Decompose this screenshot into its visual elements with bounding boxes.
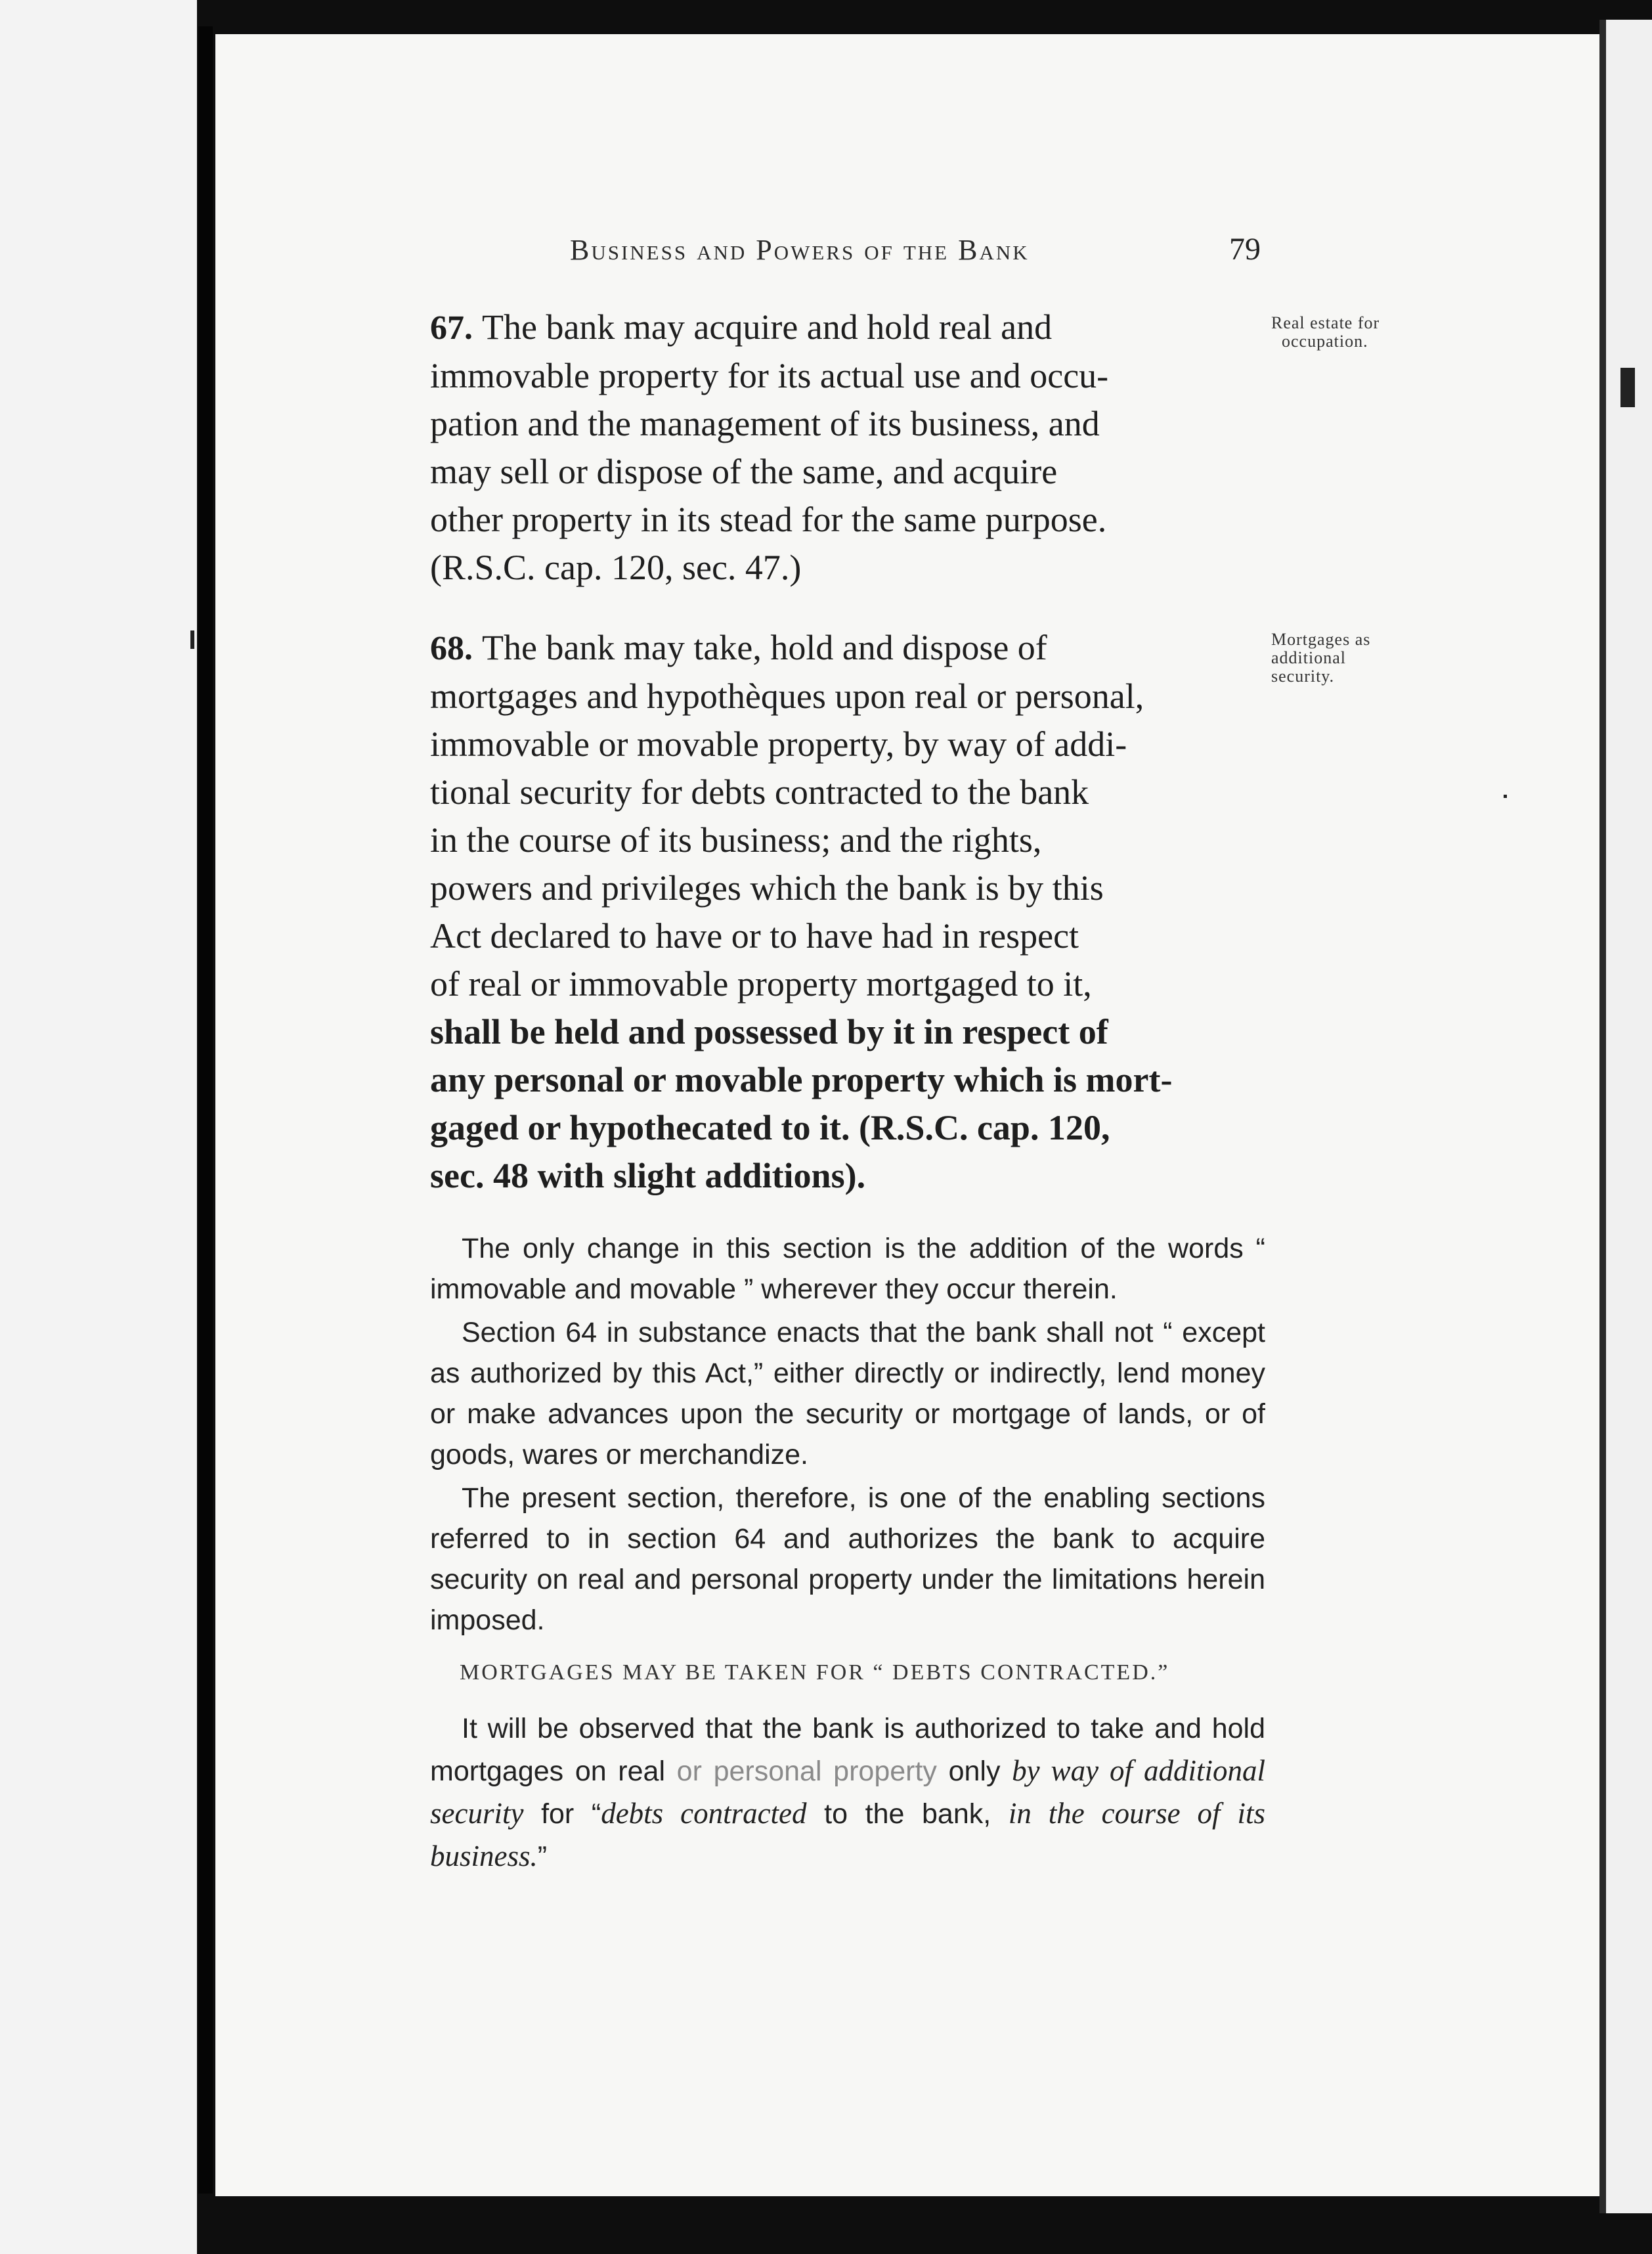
margin-note-line: Mortgages as bbox=[1271, 630, 1371, 649]
page-right-shadow bbox=[1599, 20, 1606, 2213]
margin-note-67 bbox=[1271, 314, 1442, 351]
facing-page-edge bbox=[0, 0, 197, 2254]
section-line: tional security for debts contracted to the bank bbox=[430, 772, 1089, 812]
scan-speck bbox=[1504, 795, 1507, 798]
margin-note-line: occupation. bbox=[1282, 332, 1368, 351]
page-number: 79 bbox=[1229, 232, 1261, 267]
commentary-paragraph: Section 64 in substance enacts that the bank shall not “ except as authorized by this Act,” either directly or indirectly, lend money or make advances upon the security or mortgage of lands, or of goods, wares or merchandize. bbox=[430, 1317, 1265, 1470]
section-number: 68. bbox=[430, 630, 473, 667]
section-line: other property in its stead for the same purpose. bbox=[430, 500, 1107, 539]
section-number: 67. bbox=[430, 309, 473, 347]
section-line: 68. The bank may take, hold and dispose of bbox=[430, 628, 1047, 667]
scanner-margin bbox=[1606, 20, 1652, 2213]
running-head: Business and Powers of the Bank bbox=[570, 234, 1030, 266]
section-line: 67. The bank may acquire and hold real and bbox=[430, 307, 1053, 347]
section-line: powers and privileges which the bank is by this bbox=[430, 868, 1104, 908]
section-line: gaged or hypothecated to it. (R.S.C. cap. 120, bbox=[430, 1108, 1110, 1147]
margin-note-line: security. bbox=[1271, 667, 1335, 686]
section-line: sec. 48 with slight additions). bbox=[430, 1156, 866, 1195]
subheading: MORTGAGES MAY BE TAKEN FOR “ DEBTS CONTRACTED.” bbox=[460, 1660, 1170, 1685]
commentary-paragraph: The present section, therefore, is one of the enabling sections referred to in section 64 and authorizes the bank to acquire security on real and personal property under the limitations herein imposed. bbox=[430, 1482, 1265, 1636]
section-line: Act declared to have or to have had in respect bbox=[430, 916, 1079, 956]
scan-speck bbox=[1620, 368, 1635, 407]
section-line: (R.S.C. cap. 120, sec. 47.) bbox=[430, 548, 802, 587]
section-67 bbox=[430, 303, 1264, 592]
section-line: shall be held and possessed by it in respect of bbox=[430, 1012, 1108, 1051]
section-line: mortgages and hypothèques upon real or personal, bbox=[430, 676, 1144, 716]
final-paragraph: It will be observed that the bank is authorized to take and hold mortgages on real or personal property only by way of additional security for “debts contracted to the bank, in the course of its business.” bbox=[430, 1713, 1265, 1872]
section-line: pation and the management of its business, and bbox=[430, 404, 1100, 443]
section-line: any personal or movable property which is mort- bbox=[430, 1060, 1173, 1099]
binding-gutter bbox=[198, 26, 213, 2194]
section-line: may sell or dispose of the same, and acquire bbox=[430, 452, 1058, 491]
margin-note-line: Real estate for bbox=[1271, 313, 1380, 332]
margin-note-line: additional bbox=[1271, 648, 1346, 667]
commentary-paragraph: The only change in this section is the addition of the words “ immovable and movable ” wherever they occur therein. bbox=[430, 1233, 1265, 1305]
scan-speck bbox=[190, 630, 194, 649]
margin-note-68 bbox=[1271, 630, 1442, 686]
section-68 bbox=[430, 624, 1264, 1200]
section-line: immovable property for its actual use and occu- bbox=[430, 356, 1109, 395]
section-line: in the course of its business; and the rights, bbox=[430, 820, 1042, 860]
section-line: immovable or movable property, by way of addi- bbox=[430, 724, 1127, 764]
commentary-block bbox=[430, 1228, 1265, 1641]
section-line: of real or immovable property mortgaged to it, bbox=[430, 964, 1092, 1004]
